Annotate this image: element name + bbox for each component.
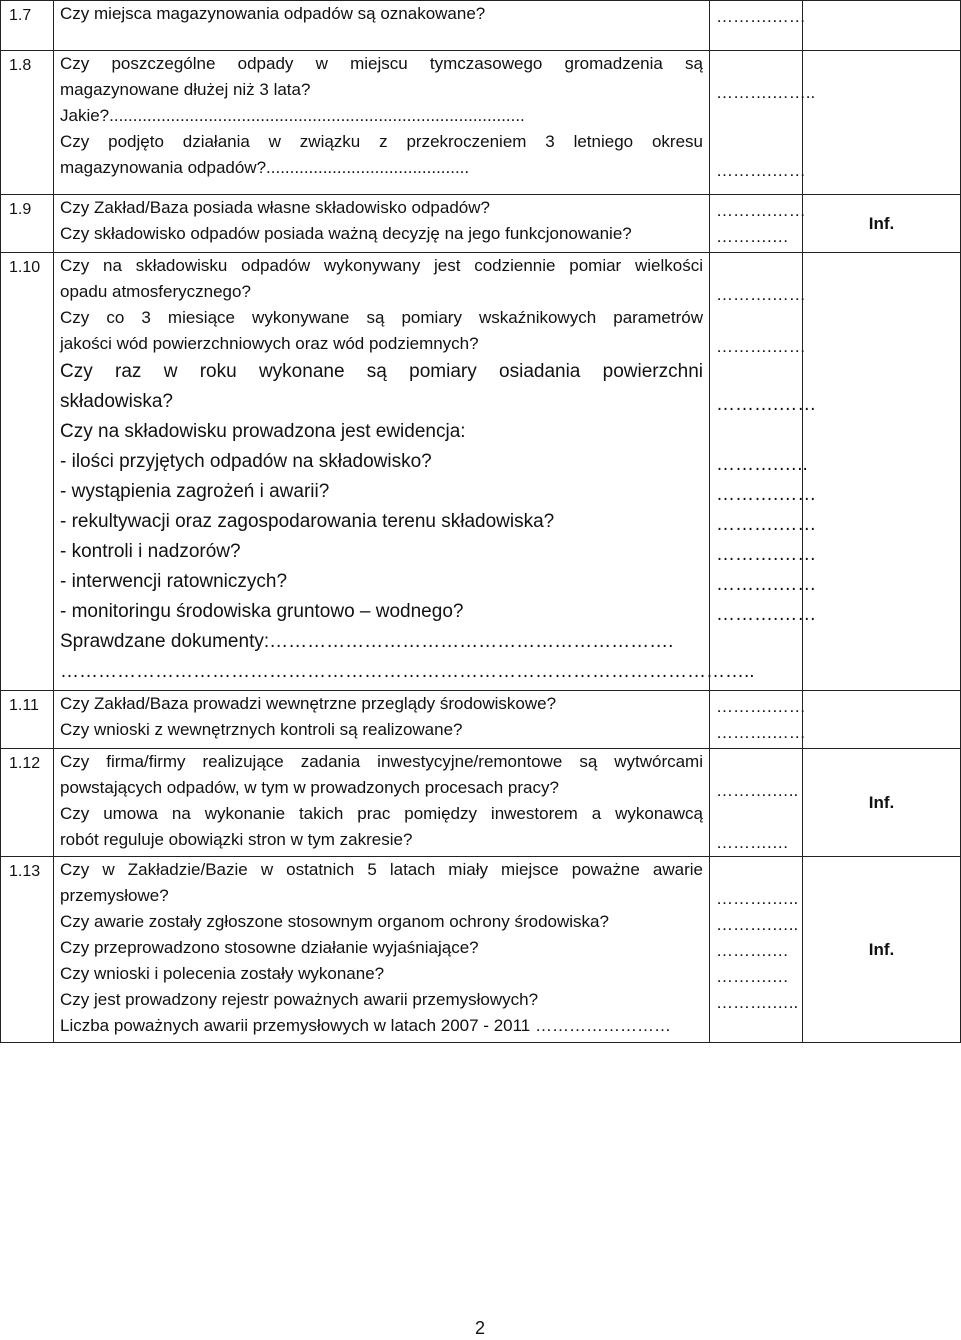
answer-blank[interactable]: ……….…… xyxy=(716,544,817,565)
answer-cell xyxy=(710,51,816,195)
question-cell xyxy=(54,749,710,857)
answer-spacer xyxy=(710,54,802,80)
answer-spacer xyxy=(710,804,802,830)
answer-blank[interactable]: ……….….. xyxy=(716,993,799,1012)
table-row xyxy=(1,691,961,749)
question-cell xyxy=(54,253,755,691)
question-text: - ilości przyjętych odpadów na składowisko? xyxy=(60,451,432,472)
question-cell xyxy=(54,195,710,253)
answer-blank[interactable]: ……….…… xyxy=(716,161,806,180)
question-text: Czy miejsca magazynowania odpadów są oznakowane? xyxy=(60,4,486,23)
question-text: Czy Zakład/Baza posiada własne składowisko odpadów? xyxy=(60,198,490,217)
question-text: Liczba poważnych awarii przemysłowych w latach 2007 - 2011 …………………… xyxy=(60,1016,671,1035)
question-text: Czy składowisko odpadów posiada ważną decyzję na jego funkcjonowanie? xyxy=(60,224,632,243)
question-text: przemysłowe? xyxy=(60,886,169,905)
answer-cell xyxy=(710,253,817,691)
info-cell xyxy=(803,51,961,195)
question-number: 1.10 xyxy=(1,253,54,691)
table-row xyxy=(1,1,961,51)
question-text: Czy wnioski i polecenia zostały wykonane? xyxy=(60,964,385,983)
question-text: ……………………………………………………………………………………………….. xyxy=(60,661,755,682)
answer-cell xyxy=(710,691,806,749)
question-text: robót reguluje obowiązki stron w tym zakresie? xyxy=(60,830,413,849)
info-cell: Inf. xyxy=(803,749,961,857)
answer-spacer xyxy=(710,420,802,450)
question-text: Czy awarie zostały zgłoszone stosownym organom ochrony środowiska? xyxy=(60,912,609,931)
question-text: magazynowania odpadów?........................................... xyxy=(60,158,470,177)
questionnaire-body xyxy=(1,1,961,1043)
question-text: Czy przeprowadzono stosowne działanie wyjaśniające? xyxy=(60,938,479,957)
question-text: Czy na składowisku prowadzona jest ewidencja: xyxy=(60,421,466,442)
question-number: 1.8 xyxy=(1,51,54,195)
question-text: Jakie?........................................................................................ xyxy=(60,106,525,125)
answer-cell xyxy=(710,195,806,253)
answer-blank[interactable]: ……….…….. xyxy=(716,83,816,102)
question-text: magazynowane dłużej niż 3 lata? xyxy=(60,80,311,99)
question-number: 1.12 xyxy=(1,749,54,857)
answer-spacer xyxy=(710,360,802,390)
table-row xyxy=(1,195,961,253)
question-text: Czy Zakład/Baza prowadzi wewnętrzne przeglądy środowiskowe? xyxy=(60,694,557,713)
question-number: 1.11 xyxy=(1,691,54,749)
question-cell xyxy=(54,51,710,195)
question-text: składowiska? xyxy=(60,391,173,412)
answer-spacer xyxy=(710,106,802,132)
question-text: Czy wnioski z wewnętrznych kontroli są realizowane? xyxy=(60,720,463,739)
answer-blank[interactable]: ……….… xyxy=(716,941,789,960)
answer-blank[interactable]: ……….….. xyxy=(716,781,799,800)
answer-blank[interactable]: ……….…… xyxy=(716,723,806,742)
answer-spacer xyxy=(710,860,802,886)
question-text: Czy podjęto działania w związku z przekroczeniem 3 letniego okresu xyxy=(60,132,703,151)
answer-spacer xyxy=(710,308,802,334)
question-text: - rekultywacji oraz zagospodarowania terenu składowiska? xyxy=(60,511,555,532)
answer-blank[interactable]: ……….…… xyxy=(716,394,817,415)
question-text: Czy umowa na wykonanie takich prac pomiędzy inwestorem a wykonawcą xyxy=(60,804,703,823)
answer-blank[interactable]: ……….…… xyxy=(716,7,806,26)
table-row xyxy=(1,857,961,1043)
question-text: - monitoringu środowiska gruntowo – wodnego? xyxy=(60,601,464,622)
answer-blank[interactable]: ……….… xyxy=(716,227,789,246)
question-text: opadu atmosferycznego? xyxy=(60,282,251,301)
answer-blank[interactable]: ……….… xyxy=(716,967,789,986)
question-text: Czy w Zakładzie/Bazie w ostatnich 5 latach miały miejsce poważne awarie xyxy=(60,860,703,879)
question-number: 1.13 xyxy=(1,857,54,1043)
question-text: Czy jest prowadzony rejestr poważnych awarii przemysłowych? xyxy=(60,990,539,1009)
answer-blank[interactable]: ……….… xyxy=(716,833,789,852)
page-number: 2 xyxy=(474,1318,485,1338)
question-text: Czy co 3 miesiące wykonywane są pomiary wskaźnikowych parametrów xyxy=(60,308,703,327)
answer-blank[interactable]: ……….…… xyxy=(716,285,806,304)
info-cell xyxy=(803,253,961,691)
answer-blank[interactable]: ……….…… xyxy=(716,337,806,356)
answer-blank[interactable]: ……….….. xyxy=(716,915,799,934)
question-cell xyxy=(54,857,710,1043)
table-row xyxy=(1,749,961,857)
answer-spacer xyxy=(710,630,802,660)
table-row xyxy=(1,51,961,195)
answer-blank[interactable]: ……….…… xyxy=(716,484,817,505)
answer-spacer xyxy=(710,132,802,158)
answer-blank[interactable]: ……….…… xyxy=(716,604,817,625)
answer-spacer xyxy=(710,1016,802,1042)
answer-blank[interactable]: ……….…… xyxy=(716,697,806,716)
info-cell xyxy=(803,691,961,749)
answer-blank[interactable]: ……….…… xyxy=(716,574,817,595)
answer-blank[interactable]: ……….…… xyxy=(716,201,806,220)
answer-blank[interactable]: ……….….. xyxy=(716,454,808,475)
question-text: powstających odpadów, w tym w prowadzonych procesach pracy? xyxy=(60,778,559,797)
question-text: Czy poszczególne odpady w miejscu tymczasowego gromadzenia są xyxy=(60,54,703,73)
answer-cell xyxy=(710,749,803,857)
question-text: Sprawdzane dokumenty:………………………………………………………. xyxy=(60,631,674,652)
question-text: Czy firma/firmy realizujące zadania inwestycyjne/remontowe są wytwórcami xyxy=(60,752,703,771)
question-text: - kontroli i nadzorów? xyxy=(60,541,241,562)
info-cell: Inf. xyxy=(803,195,961,253)
question-cell xyxy=(54,1,710,51)
question-text: jakości wód powierzchniowych oraz wód podziemnych? xyxy=(60,334,479,353)
answer-cell xyxy=(710,1,806,51)
question-text: Czy raz w roku wykonane są pomiary osiadania powierzchni xyxy=(60,361,703,382)
question-cell xyxy=(54,691,710,749)
answer-blank[interactable]: ……….….. xyxy=(716,889,799,908)
info-cell: Inf. xyxy=(803,857,961,1043)
answer-cell xyxy=(710,857,803,1043)
answer-spacer xyxy=(710,256,802,282)
info-cell xyxy=(803,1,961,51)
answer-spacer xyxy=(710,752,802,778)
question-number: 1.9 xyxy=(1,195,54,253)
question-text: Czy na składowisku odpadów wykonywany jest codziennie pomiar wielkości xyxy=(60,256,703,275)
answer-blank[interactable]: ……….…… xyxy=(716,514,817,535)
table-row xyxy=(1,253,961,691)
question-text: - interwencji ratowniczych? xyxy=(60,571,288,592)
question-number: 1.7 xyxy=(1,1,54,51)
question-text: - wystąpienia zagrożeń i awarii? xyxy=(60,481,330,502)
